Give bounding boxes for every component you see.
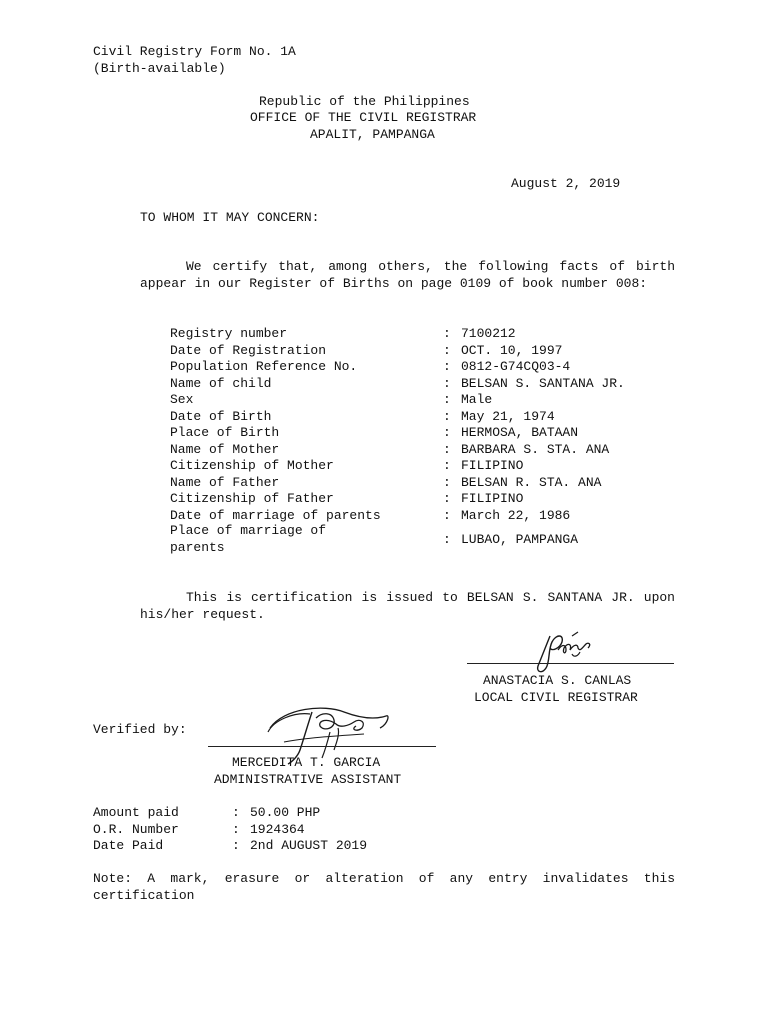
fact-row: Date of Birth : May 21, 1974	[170, 408, 555, 424]
fact-row: Sex : Male	[170, 392, 493, 407]
header-office: OFFICE OF THE CIVIL REGISTRAR	[250, 110, 477, 125]
header-location: APALIT, PAMPANGA	[310, 127, 435, 142]
form-type: (Birth-available)	[93, 61, 226, 76]
closing-paragraph	[140, 590, 675, 623]
fact-row: Name of child : BELSAN S. SANTANA JR.	[170, 375, 625, 391]
verifier-signature-line	[208, 746, 436, 747]
payment-row: O.R. Number : 1924364	[93, 821, 305, 837]
fact-row: Place of Birth : HERMOSA, BATAAN	[170, 425, 579, 440]
payment-value: 1924364	[250, 821, 305, 837]
fact-value: OCT. 10, 1997	[461, 342, 563, 358]
payment-value: 50.00 PHP	[250, 805, 321, 820]
fact-label-continued: parents	[170, 540, 225, 555]
payment-row: Amount paid : 50.00 PHP	[93, 805, 321, 820]
fact-value: 7100212	[461, 326, 516, 341]
fact-value: BARBARA S. STA. ANA	[461, 441, 610, 457]
fact-row: Registry number : 7100212	[170, 326, 516, 341]
fact-label: Name of child	[170, 375, 272, 391]
payment-label: Date Paid	[93, 838, 164, 853]
document-date: August 2, 2019	[511, 176, 621, 191]
verified-by-label: Verified by:	[93, 722, 187, 737]
form-number: Civil Registry Form No. 1A	[93, 44, 296, 59]
header-country: Republic of the Philippines	[259, 94, 470, 109]
fact-value: LUBAO, PAMPANGA	[461, 532, 579, 547]
registrar-name: ANASTACIA S. CANLAS	[483, 673, 632, 688]
payment-row: Date Paid : 2nd AUGUST 2019	[93, 838, 368, 853]
fact-row: Date of marriage of parents : March 22, 1986	[170, 507, 571, 523]
fact-row: Name of Father : BELSAN R. STA. ANA	[170, 474, 602, 490]
note: Note: A mark, erasure or alteration of any entry invalidates this certification	[93, 871, 675, 903]
verifier-name: MERCEDITA T. GARCIA	[232, 755, 381, 770]
registrar-signature-line	[467, 663, 674, 664]
fact-label: Place of Birth	[170, 425, 280, 440]
registrar-title: LOCAL CIVIL REGISTRAR	[474, 690, 638, 705]
salutation: TO WHOM IT MAY CONCERN:	[140, 210, 320, 225]
fact-value: FILIPINO	[461, 458, 524, 473]
fact-label: Population Reference No.	[170, 359, 358, 374]
fact-value: Male	[461, 392, 493, 407]
fact-value: May 21, 1974	[461, 408, 555, 424]
closing-text: This is certification is issued to BELSAN S. SANTANA JR. upon his/her request.	[140, 590, 675, 622]
fact-label: Date of marriage of parents	[170, 507, 381, 523]
fact-value: HERMOSA, BATAAN	[461, 425, 579, 440]
fact-value: 0812-G74CQ03-4	[461, 359, 571, 374]
fact-value: BELSAN R. STA. ANA	[461, 474, 602, 490]
payment-label: Amount paid	[93, 805, 179, 820]
fact-value: FILIPINO	[461, 491, 524, 506]
fact-row: Citizenship of Mother : FILIPINO	[170, 458, 524, 473]
registrar-signature	[528, 626, 598, 676]
fact-label: Citizenship of Father	[170, 491, 334, 506]
fact-row-marriage-place: Place of marriage of parents : LUBAO, PAMPANGA	[170, 523, 579, 555]
fact-label: Sex	[170, 392, 194, 407]
fact-row: Population Reference No. : 0812-G74CQ03-4	[170, 359, 571, 374]
verifier-title: ADMINISTRATIVE ASSISTANT	[214, 772, 402, 787]
payment-label: O.R. Number	[93, 821, 179, 837]
fact-row: Name of Mother : BARBARA S. STA. ANA	[170, 441, 610, 457]
intro-text: We certify that, among others, the following facts of birth appear in our Register of Births on page 0109 of book number 008:	[140, 259, 675, 291]
fact-label: Citizenship of Mother	[170, 458, 334, 473]
fact-label: Date of Birth	[170, 408, 272, 424]
fact-label: Date of Registration	[170, 342, 327, 358]
payment-value: 2nd AUGUST 2019	[250, 838, 368, 853]
fact-label: Name of Mother	[170, 441, 280, 457]
fact-row: Citizenship of Father : FILIPINO	[170, 491, 524, 506]
fact-row: Date of Registration : OCT. 10, 1997	[170, 342, 563, 358]
fact-label: Name of Father	[170, 474, 280, 490]
fact-label: Registry number	[170, 326, 288, 341]
fact-value: March 22, 1986	[461, 507, 571, 523]
intro-paragraph	[140, 259, 675, 292]
fact-value: BELSAN S. SANTANA JR.	[461, 375, 625, 391]
fact-label: Place of marriage of	[170, 523, 327, 538]
